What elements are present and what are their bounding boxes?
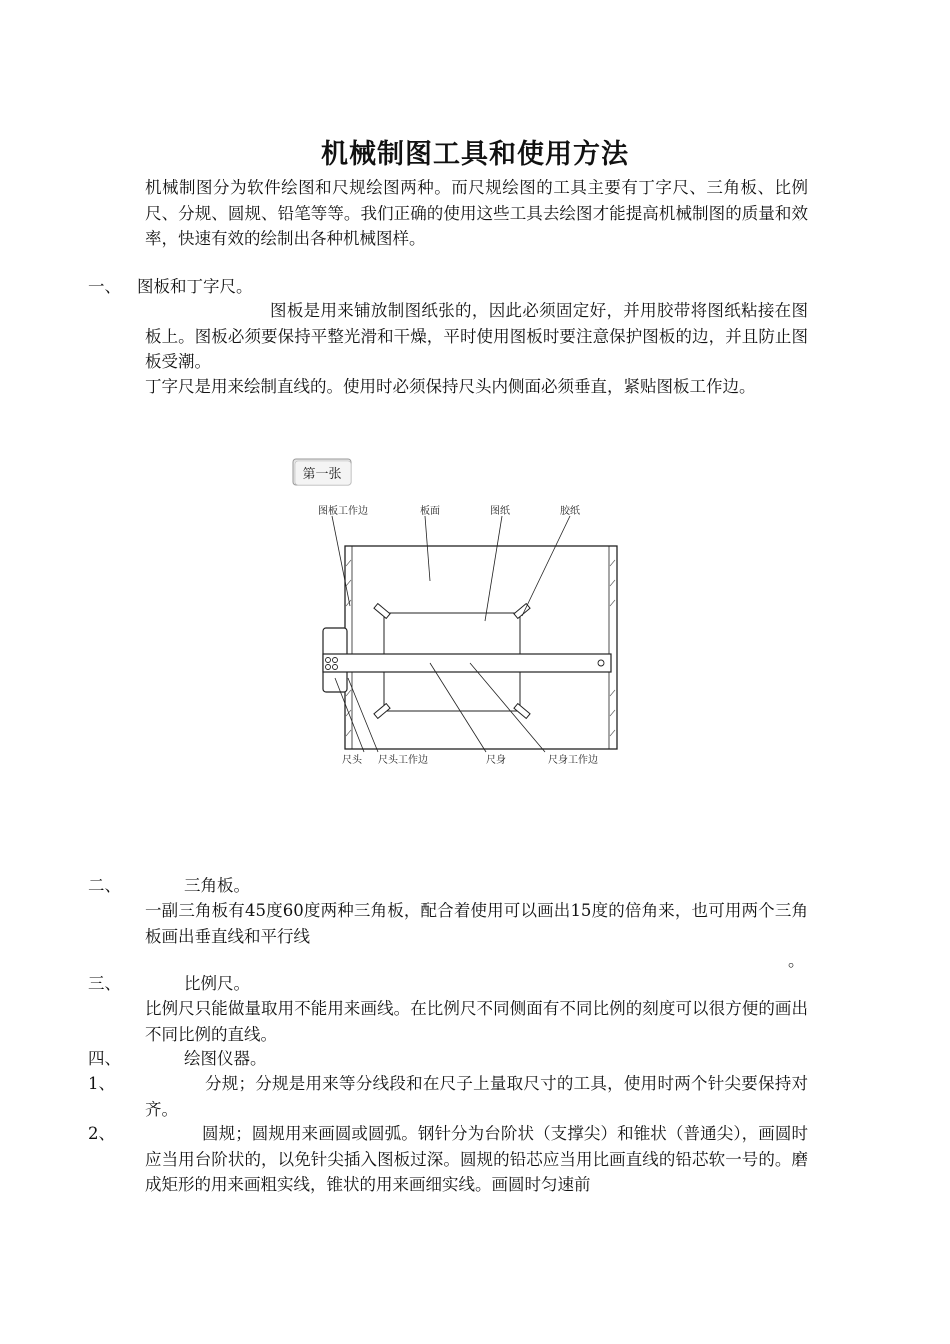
label-head-edge: 尺头工作边 (378, 755, 428, 766)
label-body: 尺身 (486, 755, 506, 766)
section-4-heading: 绘图仪器。 (184, 1049, 267, 1068)
section-2-number: 二、 (88, 876, 121, 895)
section-3-number: 三、 (88, 974, 121, 993)
drawing-board-figure (290, 456, 670, 796)
item-1-number: 1、 (88, 1074, 115, 1093)
section-4-number: 四、 (88, 1049, 121, 1068)
section-2-paragraph: 一副三角板有45度60度两种三角板，配合着使用可以画出15度的倍角来，也可用两个三角板画出垂直线和平行线 (145, 901, 808, 946)
section-2-heading: 三角板。 (184, 876, 250, 895)
intro-paragraph: 机械制图分为软件绘图和尺规绘图两种。而尺规绘图的工具主要有丁字尺、三角板、比例尺、分规、圆规、铅笔等等。我们正确的使用这些工具去绘图才能提高机械制图的质量和效率，快速有效的绘制出各种机械图样。 (145, 178, 808, 248)
label-paper: 图纸 (490, 506, 510, 517)
section-2-trailing-period: 。 (788, 951, 805, 970)
section-1-paragraph-2: 丁字尺是用来绘制直线的。使用时必须保持尺头内侧面必须垂直，紧贴图板工作边。 (145, 377, 756, 396)
figure-tab-label: 第一张 (302, 467, 342, 482)
item-2-number: 2、 (88, 1124, 115, 1143)
item-2-text: 圆规；圆规用来画圆或圆弧。钢针分为台阶状（支撑尖）和锥状（普通尖），画圆时应当用台阶状的，以免针尖插入图板过深。圆规的铅芯应当用比画直线的铅芯软一号的。磨成矩形的用来画粗实线，锥状的用来画细实线。画圆时匀速前 (145, 1124, 808, 1194)
label-body-edge: 尺身工作边 (548, 755, 598, 766)
label-head: 尺头 (342, 755, 362, 766)
drawing-board (345, 546, 617, 749)
section-3-paragraph: 比例尺只能做量取用不能用来画线。在比例尺不同侧面有不同比例的刻度可以很方便的画出不同比例的直线。 (145, 999, 808, 1044)
label-board-face: 板面 (420, 506, 440, 517)
section-1-paragraph-1: 图板是用来铺放制图纸张的，因此必须固定好，并用胶带将图纸粘接在图板上。图板必须要保持平整光滑和干燥，平时使用图板时要注意保护图板的边，并且防止图板受潮。 (145, 301, 808, 371)
section-3-heading: 比例尺。 (184, 974, 250, 993)
section-1-heading: 图板和丁字尺。 (137, 277, 253, 296)
label-tape: 胶纸 (560, 506, 580, 517)
page-title: 机械制图工具和使用方法 (321, 139, 629, 170)
figure-tab (293, 459, 351, 485)
section-1-number: 一、 (88, 277, 121, 296)
t-square-body (323, 654, 611, 672)
item-1-text: 分规；分规是用来等分线段和在尺子上量取尺寸的工具，使用时两个针尖要保持对齐。 (145, 1074, 808, 1119)
label-board-edge: 图板工作边 (318, 506, 368, 517)
